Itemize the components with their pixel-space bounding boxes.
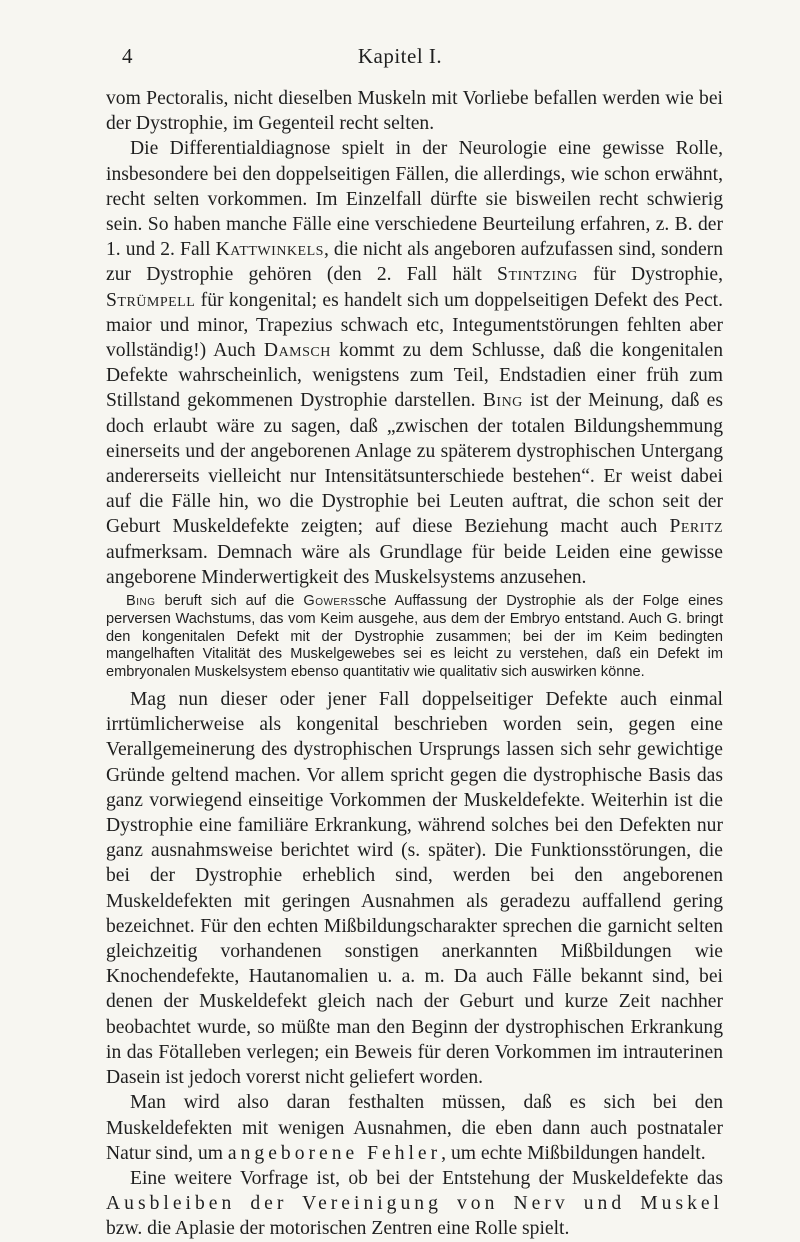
text-run: bzw. die Aplasie der motorischen Zentren eine Rolle spielt. bbox=[106, 1218, 570, 1240]
author-name: Stintzing bbox=[497, 264, 578, 286]
running-title: Kapitel I. bbox=[357, 44, 443, 68]
author-name: Bing bbox=[126, 593, 156, 610]
text-run: sche Auffassung der Dystrophie als der Folge eines perversen Wachstums, das vom Keim ausgehe, aus dem der Embryo entstand. Auch G. bringt den kongenitalen Defekt mit der Dystrophie zusammen; bei der im Keim bedingten mangelhaften Vitalität des Muskelgewebes sei es leicht zu verstehen, daß ein Defekt im embryonalen Muskelsystem ebenso quantitativ wie qualitativ sich auswirken könne. bbox=[106, 593, 723, 681]
author-name: Strümpell bbox=[106, 289, 196, 311]
text-run: beruft sich auf die bbox=[155, 593, 304, 610]
paragraph-differential-diagnosis bbox=[106, 136, 723, 590]
page-body bbox=[106, 86, 723, 1242]
text-run: für Dystrophie, bbox=[577, 264, 724, 286]
page-header bbox=[0, 44, 800, 72]
paragraph-next-question bbox=[106, 1166, 723, 1242]
text-run: Die Differentialdiagnose spielt in der Neurologie eine gewisse Rolle, insbesondere bei den doppelseitigen Fällen, die allerdings, wie schon erwähnt, recht selten vorkommen. Im Einzelfall dürfte sie bisweilen recht schwierig sein. So haben manche Fälle eine verschiedene Beurteilung erfahren, z. B. der 1. und 2. Fall bbox=[106, 138, 723, 261]
emphasis-spaced: Ausbleiben der Vereinigung von Nerv und Muskel bbox=[106, 1193, 723, 1215]
text-run: kommt zu dem Schlusse, daß die kongenitalen Defekte wahrscheinlich, wenigstens zum Teil, Endstadien einer früh zum Stillstand gekommenen Dystrophie darstellen. bbox=[106, 340, 723, 412]
author-name: Kattwinkels bbox=[215, 239, 324, 261]
emphasis-spaced: angeborene Fehler bbox=[227, 1142, 442, 1164]
paragraph-conclusion bbox=[106, 1090, 723, 1166]
author-name: Damsch bbox=[263, 340, 331, 362]
text-run: für kongenital; es handelt sich um doppelseitigen Defekt des Pect. maior und minor, Trapezius schwach etc, Integumentstörungen fehlten aber vollständig!) Auch bbox=[106, 289, 723, 362]
text-run: Eine weitere Vorfrage ist, ob bei der Entstehung der Muskeldefekte das bbox=[130, 1167, 723, 1189]
paragraph-arguments: Mag nun dieser oder jener Fall doppelseitiger Defekte auch einmal irrtümlicherweise als kongenital beschrieben worden sein, gegen eine Verallgemeinerung des dystrophischen Ursprungs lassen sich sehr gewichtige Gründe geltend machen. Vor allem spricht gegen die dystrophische Basis das ganz vorwiegend einseitige Vorkommen der Muskeldefekte. Weiterhin ist die Dystrophie eine familiäre Erkrankung, während solches bei den Defekten nur ganz ausnahmsweise berichtet wird (s. später). Die Funktionsstörungen, die bei der Dystrophie erheblich sind, werden bei den angeborenen Muskeldefekten mit geringen Ausnahmen als geradezu auffallend gering bezeichnet. Für den echten Mißbildungscharakter sprechen die garnicht selten gleichzeitig vorhandenen sonstigen anerkannten Mißbildungen wie Knochendefekte, Hautanomalien u. a. m. Da auch Fälle bekannt sind, bei denen der Muskeldefekt gleich nach der Geburt und kurze Zeit nachher beobachtet wurde, so müßte man den Beginn der dystrophischen Erkrankung in das Fötalleben verlegen; ein Beweis für deren Vorkommen im intrauterinen Dasein ist jedoch vorerst nicht geliefert worden. bbox=[106, 689, 723, 1089]
text-run: Man wird also daran festhalten müssen, daß es sich bei den Muskeldefekten mit wenigen Ausnahmen, die eben dann auch postnataler Natur sind, um bbox=[106, 1092, 723, 1164]
text-run: ist der Meinung, daß es doch erlaubt wäre zu sagen, daß „zwischen der totalen Bildungshemmung einerseits und der angeborenen Anlage zu späterem dystrophischen Untergang andererseits vielleicht nur Intensitätsunterschiede bestehen“. Er weist dabei auf die Fälle hin, wo die Dystrophie bei Leuten auftrat, die schon seit der Geburt Muskeldefekte zeigten; auf diese Beziehung macht auch bbox=[106, 390, 723, 538]
author-name: Gowers bbox=[303, 593, 356, 610]
paragraph-continuation: vom Pectoralis, nicht dieselben Muskeln mit Vorliebe befallen werden wie bei der Dystrophie, im Gegenteil recht selten. bbox=[106, 88, 723, 135]
author-name: Bing bbox=[482, 390, 523, 412]
text-run: aufmerksam. Demnach wäre als Grundlage für beide Leiden eine gewisse angeborene Minderwertigkeit des Muskelsystems anzusehen. bbox=[106, 541, 723, 588]
page-number: 4 bbox=[122, 44, 133, 68]
text-run: , um echte Mißbildungen handelt. bbox=[441, 1142, 706, 1164]
text-run: , die nicht als angeboren aufzufassen sind, sondern zur Dystrophie gehören (den 2. Fall hält bbox=[106, 239, 723, 286]
author-name: Peritz bbox=[669, 516, 723, 538]
small-print-note bbox=[106, 593, 723, 682]
